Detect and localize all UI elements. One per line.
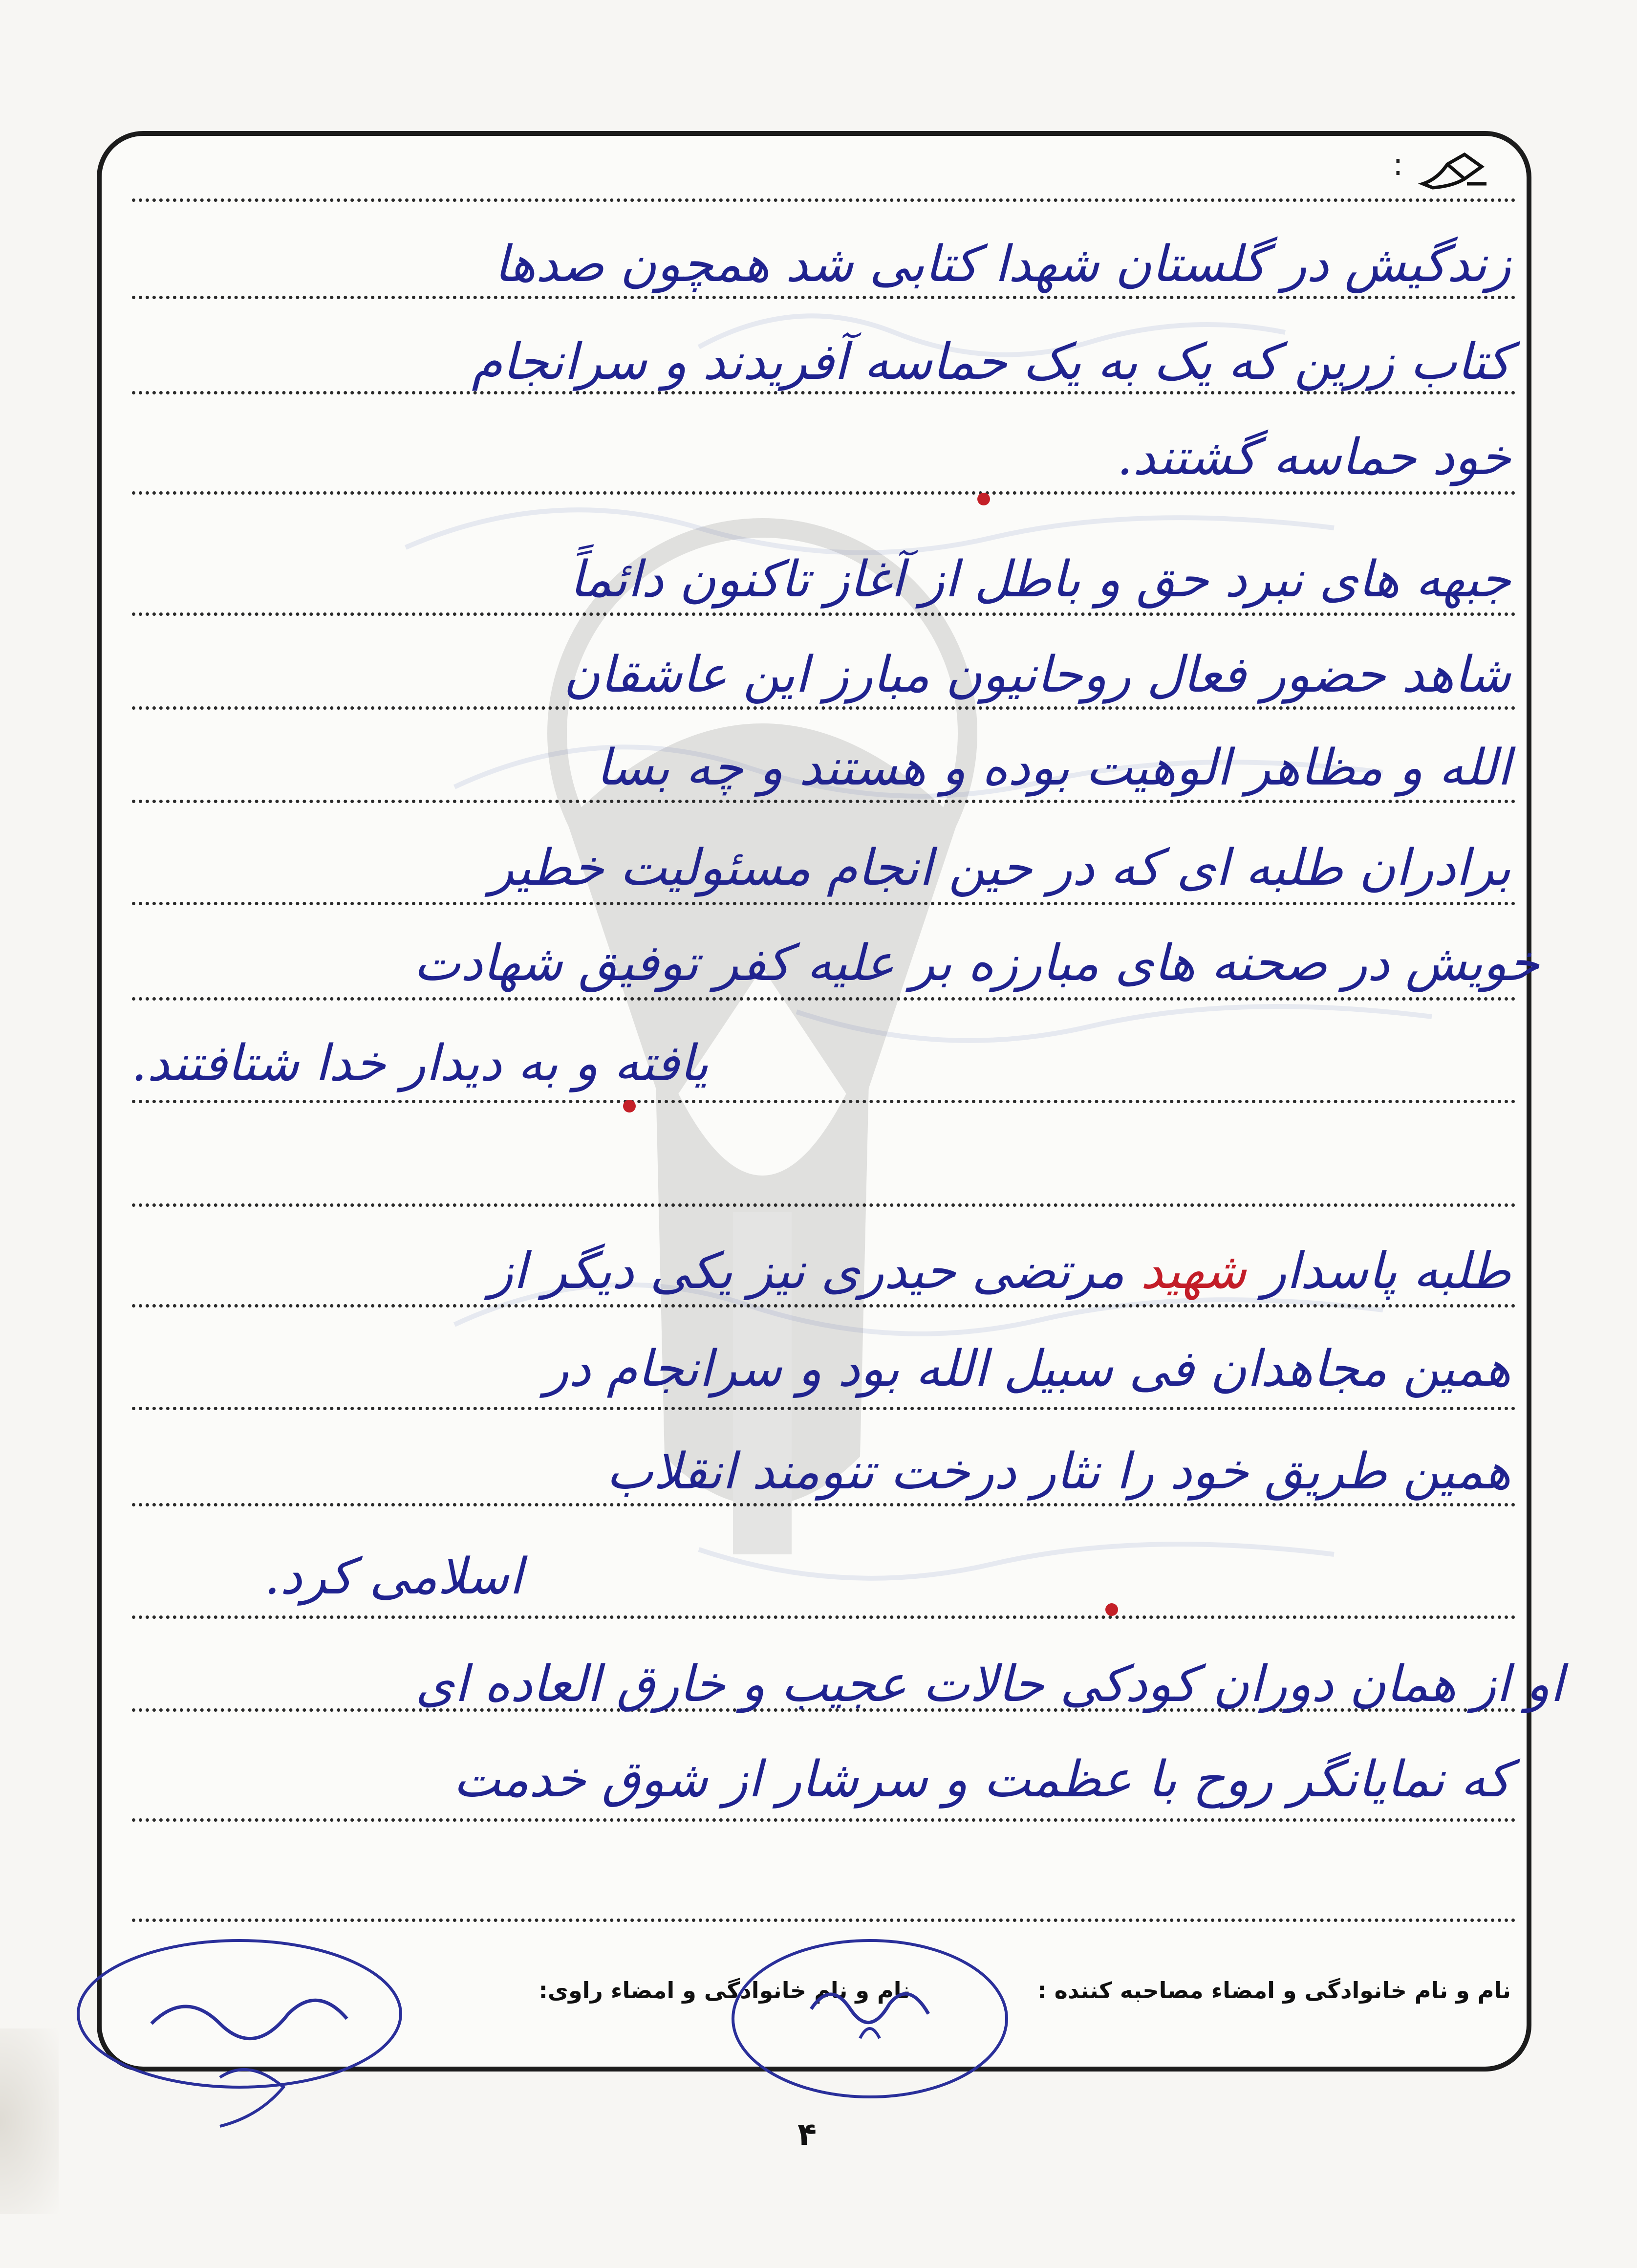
handwritten-line: جبهه های نبرد حق و باطل از آغاز تاکنون دائماً [569,550,1511,609]
ruled-line [132,1203,1516,1207]
red-period-mark [623,1100,636,1112]
ruled-line [132,1407,1516,1410]
ruled-line [132,198,1516,202]
handwritten-line: اسلامی کرد. [264,1548,523,1606]
handwritten-line: خود حماسه گشتند. [1117,428,1511,486]
ruled-line [132,612,1516,616]
ruled-line [132,391,1516,394]
handwritten-line: برادران طلبه ای که در حین انجام مسئولیت خطیر [489,839,1511,897]
header-colon: : [1393,147,1403,183]
ruled-line [132,296,1516,299]
page-number: ۴ [797,2116,817,2153]
handwritten-line: کتاب زرین که یک به یک حماسه آفریدند و سرانجام [472,333,1511,391]
narrator-signature [73,1931,425,2136]
handwritten-line: خویش در صحنه های مبارزه بر علیه کفر توفیق شهادت [413,934,1539,992]
ruled-line [132,491,1516,495]
ruled-line [132,800,1516,803]
handwritten-line-with-red-word [489,1242,1511,1300]
handwritten-segment: طلبه پاسدار [1246,1242,1511,1300]
ruled-line [132,1615,1516,1619]
red-word-shahid: شهید [1140,1242,1247,1300]
paper-stain [0,2028,59,2214]
handwritten-line: الله و مظاهر الوهیت بوده و هستند و چه بسا [596,739,1511,797]
handwritten-line: همین مجاهدان فی سبیل الله بود و سرانجام در [544,1340,1511,1398]
pen-writing-icon [1418,150,1491,194]
handwritten-segment: مرتضی حیدری نیز یکی دیگر از [489,1242,1141,1300]
narrator-label: نام و نام خانوادگی و امضاء راوی: [538,1977,911,2004]
ruled-line [132,1304,1516,1308]
ruled-line [132,1100,1516,1103]
ruled-line [132,997,1516,1001]
ruled-line [132,1818,1516,1822]
handwritten-line: زندگیش در گلستان شهدا کتابی شد همچون صدها [494,235,1511,293]
handwritten-line: او از همان دوران کودکی حالات عجیب و خارق العاده ای [415,1655,1564,1713]
handwritten-line: شاهد حضور فعال روحانیون مبارز این عاشقان [563,646,1511,704]
ruled-line [132,1503,1516,1506]
interviewer-label: نام و نام خانوادگی و امضاء مصاحبه کننده : [1037,1977,1511,2004]
handwritten-line: یافته و به دیدار خدا شتافتند. [131,1034,709,1092]
red-period-mark [1105,1603,1118,1616]
ruled-line [132,902,1516,905]
red-period-mark [977,493,990,505]
interviewer-signature [723,1921,1016,2126]
handwritten-line: که نمایانگر روح با عظمت و سرشار از شوق خدمت [453,1750,1511,1809]
handwritten-line: همین طریق خود را نثار درخت تنومند انقلاب [606,1442,1511,1501]
ruled-line [132,706,1516,710]
